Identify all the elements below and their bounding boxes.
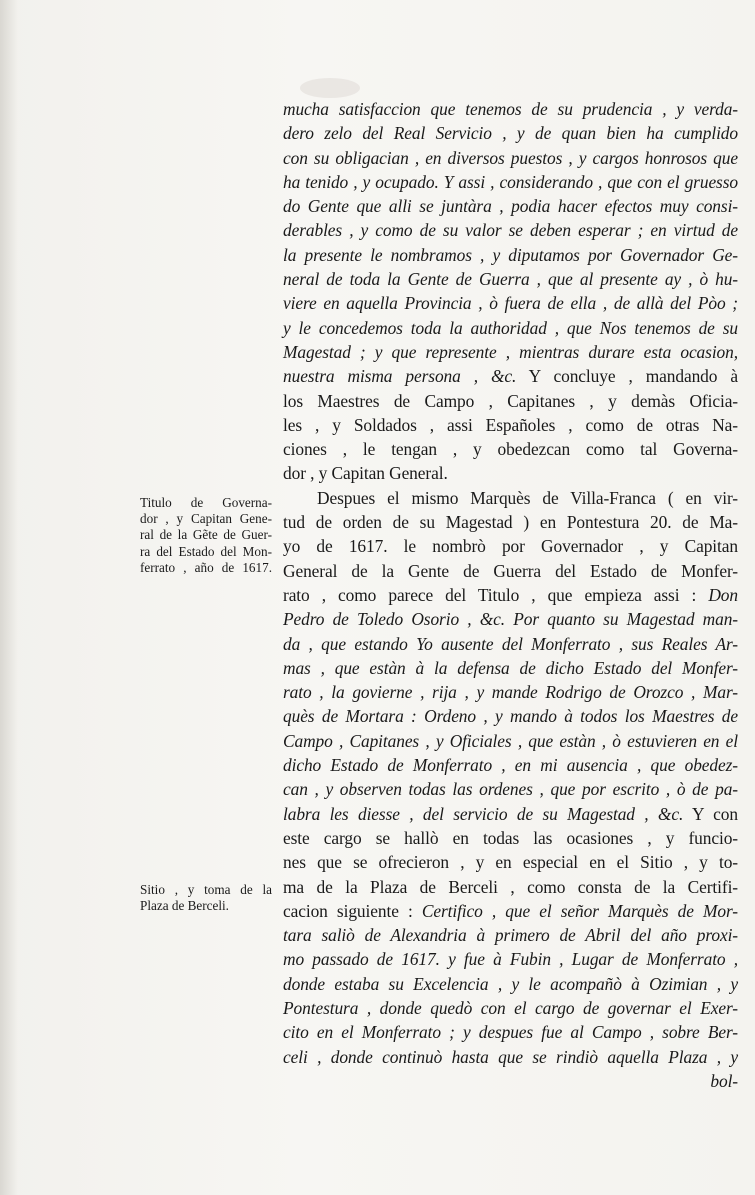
text-fragment-roman: cacion siguiente : (283, 900, 413, 921)
marginal-note-line: Sitio , y toma de la (140, 882, 272, 897)
marginal-note-line: ral de la Gẽte de Guer- (140, 527, 272, 543)
marginal-note-titulo (140, 495, 272, 576)
marginal-note-sitio (140, 882, 272, 914)
text-fragment-roman: Y concluye , mandando à (516, 366, 738, 387)
text-line: derables , y como de su valor se deben esperar ; en virtud de (283, 220, 738, 241)
marginal-note-line: Plaza de Berceli. (140, 898, 229, 914)
text-line: les , y Soldados , assi Españoles , como de otras Na- (283, 414, 738, 435)
page-edge-shadow (0, 0, 18, 1195)
text-fragment-italic: nuestra misma persona , &c. (283, 366, 517, 387)
text-fragment-roman: Y con (683, 803, 738, 824)
text-line: dicho Estado de Monferrato , en mi ausencia , que obedez- (283, 755, 738, 776)
ink-stain (300, 78, 360, 98)
text-fragment-italic: Certifico , que el señor Marquès de Mor- (412, 900, 738, 921)
text-line: mo passado de 1617. y fue à Fubin , Lugar de Monferrato , (283, 949, 738, 970)
text-line: donde estaba su Excelencia , y le acompañò à Ozimian , y (283, 973, 738, 994)
text-line-mixed (283, 899, 738, 923)
text-line: la presente le nombramos , y diputamos por Governador Ge- (283, 244, 738, 265)
marginal-note-line: ferrato , año de 1617. (140, 559, 272, 575)
text-line: rato , la govierne , rija , y mande Rodrigo de Orozco , Mar- (283, 682, 738, 703)
text-line: Campo , Capitanes , y Oficiales , que estàn , ò estuvieren en el (283, 730, 738, 751)
text-line: dor , y Capitan General. (283, 463, 448, 484)
text-line: celi , donde continuò hasta que se rindiò aquella Plaza , y (283, 1046, 738, 1067)
text-line: Pedro de Toledo Osorio , &c. Por quanto su Magestad man- (283, 609, 738, 630)
text-line: tara saliò de Alexandria à primero de Abril del año proxi- (283, 925, 738, 946)
text-line: los Maestres de Campo , Capitanes , y demàs Oficia- (283, 390, 738, 411)
text-fragment-italic: Don (708, 584, 738, 605)
text-line: dero zelo del Real Servicio , y de quan bien ha cumplido (283, 123, 738, 144)
text-line: ma de la Plaza de Berceli , como consta de la Certifi- (283, 876, 738, 897)
text-fragment-roman: rato , como parece del Titulo , que empieza assi : (283, 584, 697, 605)
text-line: Magestad ; y que represente , mientras durare esta ocasion, (283, 341, 738, 362)
text-line: este cargo se hallò en todas las ocasiones , y funcio- (283, 827, 738, 848)
text-line: ciones , le tengan , y obedezcan como tal Governa- (283, 439, 738, 460)
text-line-mixed (283, 364, 738, 388)
catchword: bol- (710, 1070, 738, 1091)
text-line: mucha satisfaccion que tenemos de su prudencia , y verda- (283, 99, 738, 119)
text-line: can , y observen todas las ordenes , que por escrito , ò de pa- (283, 779, 738, 800)
text-fragment-italic: labra les diesse , del servicio de su Magestad , &c. (283, 803, 684, 824)
marginal-note-line: ra del Estado del Mon- (140, 543, 272, 559)
text-line: tud de orden de su Magestad ) en Pontestura 20. de Ma- (283, 512, 738, 533)
text-line: quès de Mortara : Ordeno , y mando à todos los Maestres de (283, 706, 738, 727)
text-line: y le concedemos toda la authoridad , que Nos tenemos de su (283, 317, 738, 338)
text-line-mixed (283, 802, 738, 826)
text-line: nes que se ofrecieron , y en especial en el Sitio , y to- (283, 852, 738, 873)
main-text-block (283, 97, 738, 1093)
text-line: viere en aquella Provincia , ò fuera de ella , de allà del Pòo ; (283, 293, 738, 314)
text-line: da , que estando Yo ausente del Monferrato , sus Reales Ar- (283, 633, 738, 654)
text-line: con su obligacian , en diversos puestos , y cargos honrosos que (283, 147, 738, 168)
text-line: ha tenido , y ocupado. Y assi , considerando , que con el gruesso (283, 171, 738, 192)
text-line: do Gente que alli se juntàra , podia hacer efectos muy consi- (283, 196, 738, 217)
marginal-note-line: dor , y Capitan Gene- (140, 511, 272, 527)
text-line-mixed (283, 583, 738, 607)
marginal-note-line: Titulo de Governa- (140, 495, 272, 510)
text-line: yo de 1617. le nombrò por Governador , y Capitan (283, 536, 738, 557)
paragraph-start-line: Despues el mismo Marquès de Villa-Franca ( en vir- (317, 487, 738, 508)
text-line: Pontestura , donde quedò con el cargo de governar el Exer- (283, 997, 738, 1018)
text-line: mas , que estàn à la defensa de dicho Estado del Monfer- (283, 657, 738, 678)
text-line: cito en el Monferrato ; y despues fue al Campo , sobre Ber- (283, 1022, 738, 1043)
text-line: neral de toda la Gente de Guerra , que al presente ay , ò hu- (283, 269, 738, 290)
text-line: General de la Gente de Guerra del Estado de Monfer- (283, 560, 738, 581)
